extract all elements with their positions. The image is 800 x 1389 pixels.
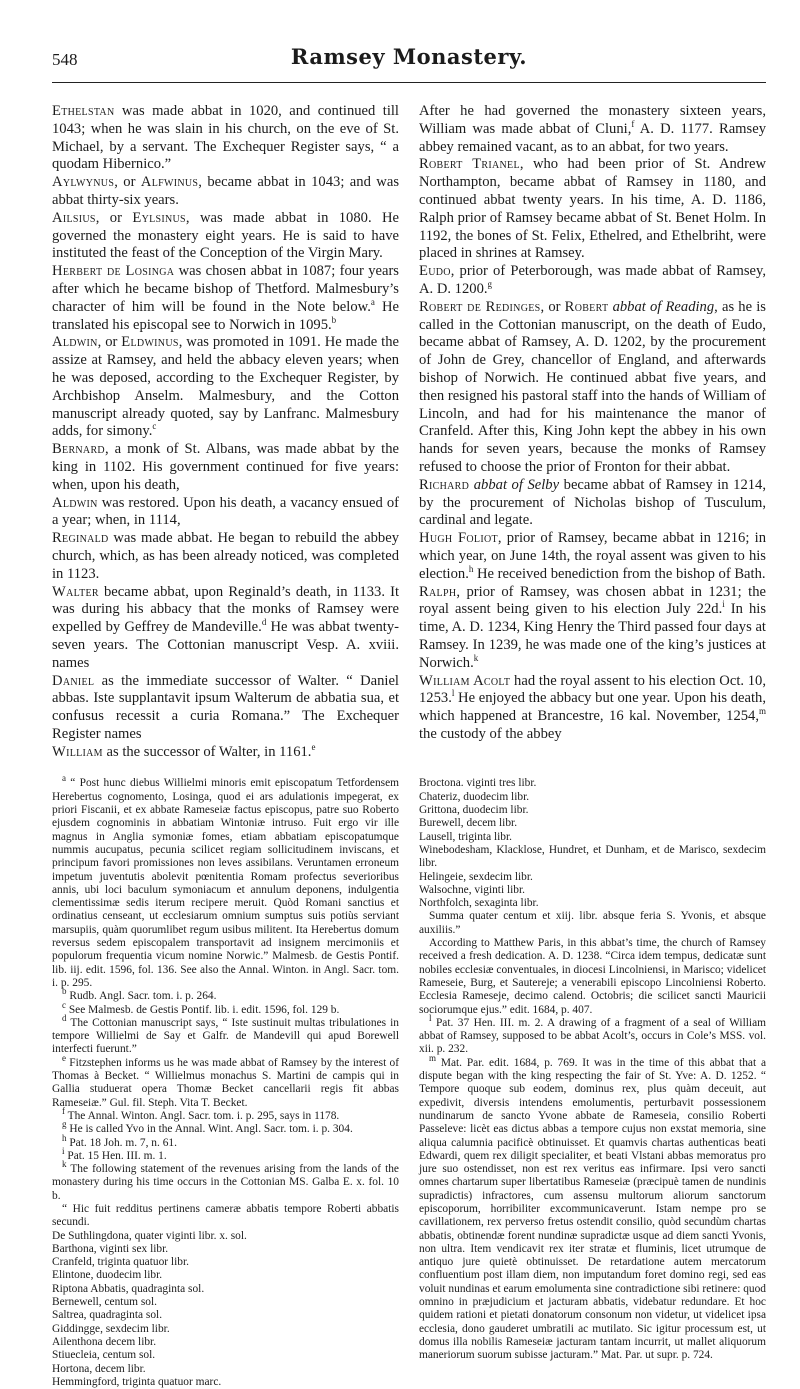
paragraph: Aylwynus, or Alfwinus, became abbat in 1043; and was abbat thirty-six years.	[52, 174, 400, 208]
footnotes	[52, 773, 767, 1389]
paragraph: Richard abbat of Selby became abbat of Ramsey in 1214, by the procurement of Nicholas bishop of Tusculum, cardinal and legate.	[419, 476, 766, 529]
footnote-list-item: Cranfeld, triginta quatuor libr.	[52, 1256, 189, 1269]
footnote: “ Hic fuit redditus pertinens cameræ abbatis tempore Roberti abbatis secundi.	[52, 1202, 399, 1229]
paragraph: Robert Trianel, who had been prior of St. Andrew Northampton, became abbat of Ramsey in 1180, and continued abbat twenty years. In his time, A. D. 1186, Ralph prior of Ramsey became abbat of St. Benet Holm. In 1192, the bones of St. Felix, Ethelred, and Ethelbriht, were placed in shrines at Ramsey.	[419, 156, 766, 262]
footnote-list-item: Lausell, triginta libr.	[419, 830, 513, 843]
footnote-list-item: Giddingge, sexdecim libr.	[52, 1322, 170, 1335]
paragraph: Ralph, prior of Ramsey, was chosen abbat in 1231; the royal assent being given to his election July 22d.$^i$ In his time, A. D. 1234, King Henry the Third passed four days at Ramsey. In 1239, he was made one of the king’s justices at Norwich.$^k$	[419, 583, 767, 671]
footnote: $^k$ The following statement of the revenues arising from the lands of the monastery during his time occurs in the Cottonian MS. Galba E. x. fol. 10 b.	[52, 1159, 399, 1202]
paragraph: Ethelstan was made abbat in 1020, and continued till 1043; when he was slain in his church, on the eve of St. Michael, by a servant. The Exchequer Register says, “ a quodam Hibernico.”	[52, 103, 399, 173]
footnote-list-item: Stiuecleia, centum sol.	[52, 1349, 156, 1362]
footnote-list-item: Northfolch, sexaginta libr.	[419, 897, 539, 910]
footnote: $^b$ Rudb. Angl. Sacr. tom. i. p. 264.	[62, 986, 217, 1003]
paragraph: Aldwin was restored. Upon his death, a vacancy ensued of a year; when, in 1114,	[52, 494, 399, 529]
running-head	[52, 44, 766, 80]
footnote: $^g$ He is called Yvo in the Annal. Wint. Angl. Sacr. tom. i. p. 304.	[62, 1119, 353, 1136]
paragraph: Herbert de Losinga was chosen abbat in 1087; four years after which he became bishop of Thetford. Malmesbury’s character of him will be found in the Note below.$^a$ He translated his episcopal see to Norwich in 1095.$^b$	[52, 263, 399, 333]
footnote-list-item: Winebodesham, Klacklose, Hundret, et Dunham, et de Marisco, sexdecim libr.	[419, 843, 766, 870]
footnote: According to Matthew Paris, in this abbat’s time, the church of Ramsey received a fresh dedication. A. D. 1238. “Circa idem tempus, dedicatæ sunt nobiles ecclesiæ conventuales, in diocesi Lincolniensi, in Marisco; videlicet Rameseie, Burg, et Sautereje; a venerabili episcopo Lincolniensi Roberto. Ecclesia Rameseje, decimo calend. Octobris; die scilicet sancti Mauricii sociorumque ejus.” edit. 1684, p. 407.	[419, 937, 766, 1016]
page-number: 548	[52, 50, 78, 69]
footnote-list-item: Saltrea, quadraginta sol.	[52, 1309, 163, 1322]
paragraph: Robert de Redinges, or Robert abbat of Reading, as he is called in the Cottonian manuscript, on the death of Eudo, became abbat of Ramsey, A. D. 1202, by the procurement of John de Grey, chancellor of England, and afterwards bishop of Norwich. He continued abbat five years, and then resigned his pastoral staff into the hands of William of Lincoln, and had for his maintenance the manor of Cranfeld. After this, King John kept the abbey in his own hands for seven years, because the monks of Ramsey refused to choose the prior of Fronton for their abbat.	[419, 298, 766, 475]
paragraph: Aldwin, or Eldwinus, was promoted in 1091. He made the assize at Ramsey, and held the abbacy eleven years; when he was deposed, according to the Exchequer Register, by Archbishop Anselm. Malmesbury, and the Cotton manuscript already quoted, say by Lanfranc. Malmesbury adds, for simony.$^c$	[52, 334, 399, 440]
footnote: $^e$ Fitzstephen informs us he was made abbat of Ramsey by the interest of Thomas à Becket. “ Willielmus monachus S. Martini de campis qui in Gallia studuerat opera Thomæ Becket cancellarii regis fit abbas Rameseiæ.” Gul. fil. Steph. Vita T. Becket.	[52, 1052, 399, 1109]
paragraph: After he had governed the monastery sixteen years, William was made abbat of Cluni,$^f$ A. D. 1177. Ramsey abbey remained vacant, as to an abbat, for two years.	[419, 103, 766, 155]
footnote-list-item: Riptona Abbatis, quadraginta sol.	[52, 1282, 205, 1295]
footnote: $^a$ “ Post hunc diebus Willielmi minoris emit episcopatum Tetfordensem Herebertus cognomento, Losinga, quod ei ars adulationis impegerat, ex priori Fiscanii, et ex abbate Rameseiæ factus episcopus, patre suo Roberto ejusdem cognominis in abbatiam Wintoniæ intruso. Fuit ergo vir ille magnus in Anglia symoniæ fomes, etiam abbatiam episcopatumque nummis aucupatus, pecunia scilicet regiam sollicitudinem inviscans, et principum favori promissiones non leves assibilans. Veruntamen erroneum impetum juventutis abolevit pœnitentia Romam profectus severioribus annis, ubi loci baculum symoniacum et annulum deponens, indulgentia clementissimæ sedis iterum recipere meruit. Quòd Romani sanctius et ordinatius censeant, ut ecclesiarum omnium sumptus suis potiùs serviant marsupiis, quàm quorumlibet regum usibus militent. Ita Herebertus domum reversus sedem episcopalem transportavit ad insignem mercimoniis et populorum frequentia vicum nomine Norwic.” Malmesb. de Gestis Pontif. lib. iij. edit. 1596, fol. 136. See also the Annal. Winton. in Angl. Sacr. tom. i. p. 295.	[52, 773, 399, 989]
header-rule	[52, 82, 766, 83]
footnote-list-item: Hemmingford, triginta quatuor marc.	[52, 1375, 222, 1388]
footnote-list-item: Elintone, duodecim libr.	[52, 1269, 163, 1282]
left-column	[52, 103, 399, 761]
paragraph: Reginald was made abbat. He began to rebuild the abbey church, which, as has been already noticed, was completed in 1123.	[52, 530, 399, 582]
footnote-list-item: Helingeie, sexdecim libr.	[419, 870, 533, 883]
footnote: $^i$ Pat. 15 Hen. III. m. 1.	[62, 1146, 167, 1162]
footnote: $^m$ Mat. Par. edit. 1684, p. 769. It was in the time of this abbat that a dispute began with the king respecting the fair of St. Yve: A. D. 1252. “ Tempore quoque sub eodem, dominus rex, plus quàm deceuit, aut expedivit, diversis intendens emolumentis, perturbavit possessionem nundinarum de sancto Yvone abbate de Rameseia, consilio Roberti Passeleve: licèt eas dictus abbas a tempore cujus non exstat memoria, sine aliqua calumnia pacificè obtinuisset. Et quamvis chartas authenticas beati Edwardi, quem rex diligit specialiter, et beati Vlstani abbas memoratus pro jure suo ostendisset, non est rex veritus eas infirmare. Ipsi vero sancti omnes chartarum super libertatibus Rameseiæ (præcipuè tamen de nundinis supradictis) infractores, cum assensu multorum aliorum sanctorum episcoporum, horribiliter excommunicaverunt. Istam nempe pro se cavillationem, rex perverso fretus ostendit consilio, quòd secundùm chartas abbatis, obtinendæ forent nundinæ supradictæ usque ad diem sancti Yvonis, non ultra. Item vendicavit rex iter stratæ et fluminis, licet utrumque de antiquo jure quietè obtinuisset. De retardatione autem mercatorum confluentium post illam diem, non imputandum foret domino regi, sed eas voluit nundinas et earum emolumenta sine contradictione sibi retinere: quod omnino in præjudicium et jacturam abbatis, videbatur redundare. Et hoc quidem rationi et pietati donatorum consonum non videtur, ut videlicet ipsa ecclesia, dono gauderet umbratili ac mutilato. Sic igitur processum est, ut domus illa nobilis Rameseiæ jacturam tantam incurrit, ut mallet aliquorum maneriorum suorum subisse jacturam.” Mat. Par. ut supr. p. 724.	[419, 1052, 767, 1362]
paragraph: Ailsius, or Eylsinus, was made abbat in 1080. He governed the monastery eight years. He is said to have instituted the feast of the Conception of the Virgin Mary.	[52, 209, 399, 262]
paragraph: Bernard, a monk of St. Albans, was made abbat by the king in 1102. His government continued for five years: when, upon his death,	[52, 441, 399, 493]
paragraph: Eudo, prior of Peterborough, was made abbat of Ramsey, A. D. 1200.$^g$	[419, 263, 766, 297]
footnote-list-item: Hortona, decem libr.	[52, 1362, 146, 1375]
footnote: $^f$ The Annal. Winton. Angl. Sacr. tom. i. p. 295, says in 1178.	[62, 1106, 340, 1122]
footnote: $^h$ Pat. 18 Joh. m. 7, n. 61.	[62, 1132, 177, 1149]
footnote: $^d$ The Cottonian manuscript says, “ Iste sustinuit multas tribulationes in tempore Willielmi de Say et Galfr. de Mandevill qui apud Borewell interfecti fuerunt.”	[52, 1013, 399, 1056]
paragraph: Walter became abbat, upon Reginald’s death, in 1133. It was during his abbacy that the monks of Ramsey were expelled by Geffrey de Mandeville.$^d$ He was abbat twenty-seven years. The Cottonian manuscript Vesp. A. xviii. names	[52, 583, 399, 671]
paragraph: William as the successor of Walter, in 1161.$^e$	[52, 741, 316, 760]
footnote-list-item: Bernewell, centum sol.	[52, 1296, 158, 1309]
footnote-list-item: Barthona, viginti sex libr.	[52, 1242, 169, 1255]
footnote-list-item: Chateriz, duodecim libr.	[419, 790, 530, 803]
running-title: Ramsey Monastery.	[290, 44, 528, 69]
footnote: Summa quater centum et xiij. libr. absque feria S. Yvonis, et absque auxiliis.”	[419, 910, 766, 936]
footnote: $^l$ Pat. 37 Hen. III. m. 2. A drawing of a fragment of a seal of William abbat of Ramsey, supposed to be abbat Acolt’s, occurs in Cole’s MSS. vol. xii. p. 232.	[419, 1013, 766, 1056]
footnote-list-item: Burewell, decem libr.	[419, 817, 518, 830]
main-text	[52, 103, 766, 761]
paragraph: William Acolt had the royal assent to his election Oct. 10, 1253.$^l$ He enjoyed the abbacy but one year. Upon his death, which happened at Brancestre, 16 kal. November, 1254,$^m$ the custody of the abbey	[419, 672, 766, 742]
footnote-list-item: Grittona, duodecim libr.	[419, 804, 529, 817]
right-column	[419, 103, 766, 761]
paragraph: Hugh Foliot, prior of Ramsey, became abbat in 1216; in which year, on June 14th, the royal assent was given to his election.$^h$ He received benediction from the bishop of Bath.	[419, 530, 767, 582]
footnote-list-item: De Suthlingdona, quater viginti libr. x. sol.	[52, 1229, 247, 1242]
footnote-list-item: Broctona. viginti tres libr.	[419, 777, 537, 790]
footnotes-left-column	[52, 773, 399, 1389]
paragraph: Daniel as the immediate successor of Walter. “ Daniel abbas. Iste supplantavit ipsum Walterum de abbatia sua, et confusus recessit a curia Romana.” The Exchequer Register names	[52, 672, 399, 742]
footnote: $^c$ See Malmesb. de Gestis Pontif. lib. i. edit. 1596, fol. 129 b.	[62, 999, 340, 1016]
footnote-list-item: Walsochne, viginti libr.	[419, 883, 526, 896]
footnotes-right-column	[419, 777, 766, 1389]
page	[52, 44, 766, 1389]
footnote-list-item: Ailenthona decem libr.	[52, 1335, 157, 1348]
